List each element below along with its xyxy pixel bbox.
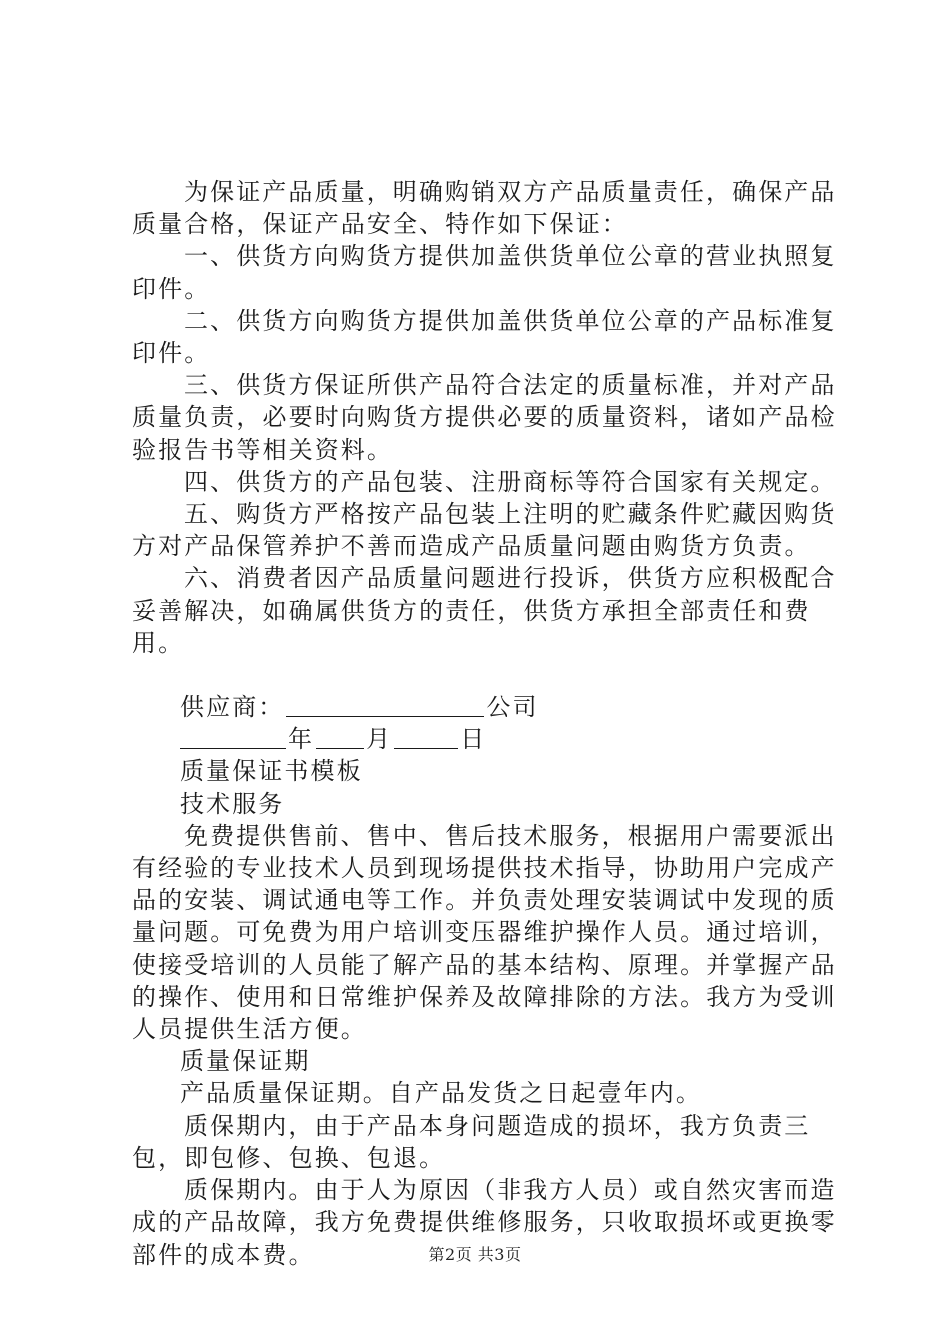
- page-footer: 第2页 共3页: [428, 1245, 522, 1264]
- section-heading-warranty: 质量保证期: [180, 1047, 311, 1076]
- warranty-period-line: 产品质量保证期。自产品发货之日起壹年内。: [180, 1079, 702, 1108]
- section-gap: [132, 659, 850, 691]
- company-suffix: 公司: [486, 693, 539, 722]
- document-body: [132, 176, 850, 1271]
- day-blank: [394, 724, 458, 749]
- month-blank: [316, 724, 364, 749]
- warranty-paragraph-2: 质保期内。由于人为原因（非我方人员）或自然灾害而造成的产品故障，我方免费提供维修服务，只收取损坏或更换零部件的成本费。: [132, 1176, 837, 1269]
- company-name-blank: [286, 692, 484, 717]
- warranty-paragraph-1: 质保期内，由于产品本身问题造成的损坏，我方负责三包，即包修、包换、包退。: [132, 1111, 811, 1172]
- tech-service-paragraph: 免费提供售前、售中、售后技术服务，根据用户需要派出有经验的专业技术人员到现场提供技术指导，协助用户完成产品的安装、调试通电等工作。并负责处理安装调试中发现的质量问题。可免费为用户培训变压器维护操作人员。通过培训，使接受培训的人员能了解产品的基本结构、原理。并掌握产品的操作、使用和日常维护保养及故障排除的方法。我方为受训人员提供生活方便。: [132, 821, 837, 1044]
- clause-4: 四、供货方的产品包装、注册商标等符合国家有关规定。: [184, 467, 837, 496]
- template-title: 质量保证书模板: [180, 757, 363, 786]
- clause-3: 三、供货方保证所供产品符合法定的质量标准，并对产品质量负责，必要时向购货方提供必要的质量资料，诸如产品检验报告书等相关资料。: [132, 371, 837, 464]
- date-line: [132, 723, 850, 755]
- day-label: 日: [460, 725, 487, 754]
- clause-1: 一、供货方向购货方提供加盖供货单位公章的营业执照复印件。: [132, 242, 837, 303]
- supplier-label: 供应商：: [180, 693, 285, 722]
- clause-5: 五、购货方严格按产品包装上注明的贮藏条件贮藏因购货方对产品保管养护不善而造成产品质量问题由购货方负责。: [132, 500, 837, 561]
- month-label: 月: [366, 725, 393, 754]
- clause-6: 六、消费者因产品质量问题进行投诉，供货方应积极配合妥善解决，如确属供货方的责任，供货方承担全部责任和费用。: [132, 564, 837, 657]
- clause-2: 二、供货方向购货方提供加盖供货单位公章的产品标准复印件。: [132, 306, 837, 368]
- year-label: 年: [288, 725, 315, 754]
- section-heading-tech: 技术服务: [180, 789, 285, 818]
- supplier-line: [132, 691, 850, 723]
- intro-paragraph: 为保证产品质量，明确购销双方产品质量责任，确保产品质量合格，保证产品安全、特作如下保证：: [132, 178, 837, 239]
- year-blank: [180, 724, 286, 749]
